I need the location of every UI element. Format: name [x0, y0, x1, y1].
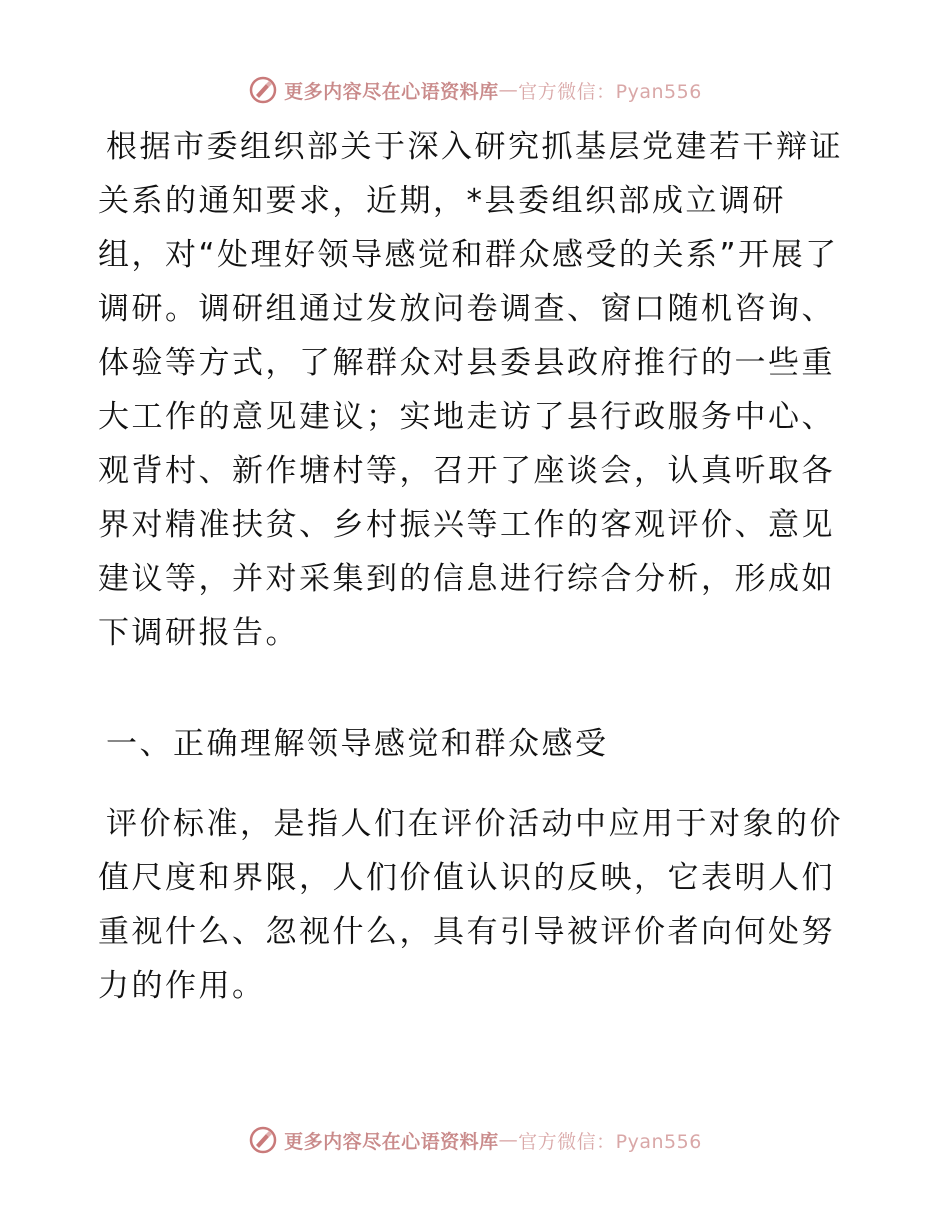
- watermark-separator: —: [498, 79, 519, 101]
- header-watermark: [0, 70, 950, 110]
- watermark-contact: 官方微信：Pyan556: [518, 80, 702, 103]
- pen-logo-icon: [248, 1125, 278, 1155]
- watermark-brand: 更多内容尽在心语资料库: [284, 1130, 499, 1153]
- intro-paragraph: 根据市委组织部关于深入研究抓基层党建若干辩证关系的通知要求，近期，*县委组织部成立调研组，对“处理好领导感觉和群众感受的关系”开展了调研。调研组通过发放问卷调查、窗口随机咨询、体验等方式，了解群众对县委县政府推行的一些重大工作的意见建议；实地走访了县行政服务中心、观背村、新作塘村等，召开了座谈会，认真听取各界对精准扶贫、乡村振兴等工作的客观评价、意见建议等，并对采集到的信息进行综合分析，形成如下调研报告。: [98, 129, 843, 651]
- watermark-brand: 更多内容尽在心语资料库: [284, 80, 499, 103]
- section-paragraph-1: 评价标准，是指人们在评价活动中应用于对象的价值尺度和界限，人们价值认识的反映，它表明人们重视什么、忽视什么，具有引导被评价者向何处努力的作用。: [98, 806, 843, 1004]
- pen-logo-icon: [248, 75, 278, 105]
- section-heading-1: 一、正确理解领导感觉和群众感受: [106, 726, 609, 762]
- footer-watermark: [0, 1120, 950, 1160]
- watermark-separator: —: [498, 1129, 519, 1151]
- watermark-contact: 官方微信：Pyan556: [518, 1130, 702, 1153]
